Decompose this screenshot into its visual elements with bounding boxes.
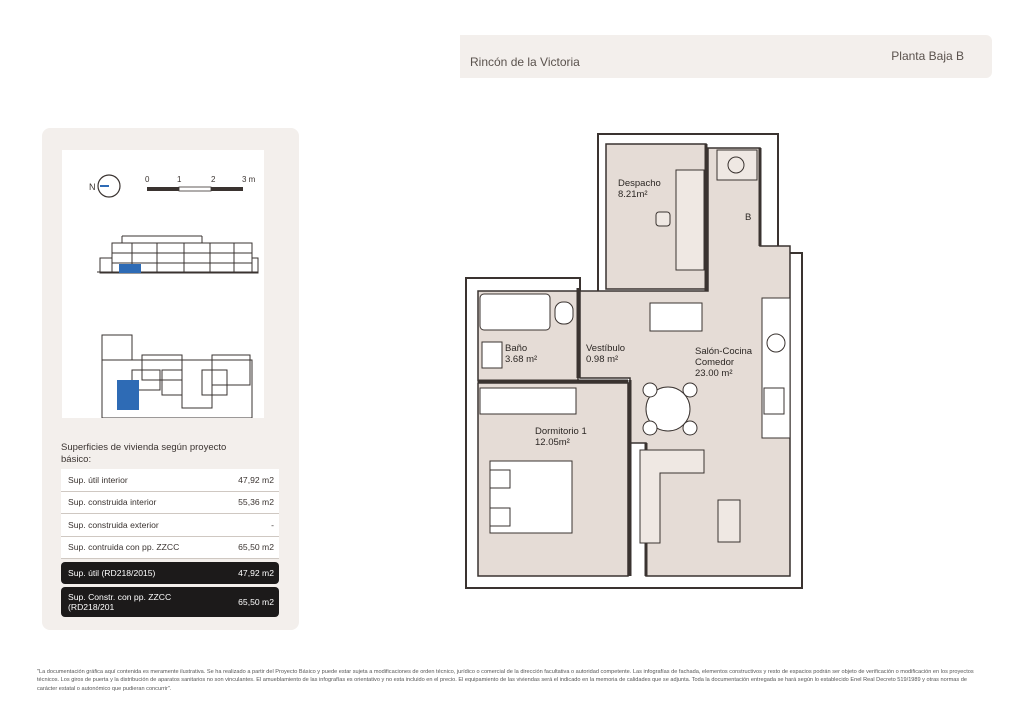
room-salon: Salón-Cocina Comedor 23.00 m² xyxy=(695,346,753,379)
compass-label: N xyxy=(89,182,96,192)
table-row xyxy=(61,537,279,560)
plant-name: Planta Baja B xyxy=(891,49,964,63)
row-label: Sup. construida exterior xyxy=(68,519,159,530)
table-row xyxy=(61,469,279,492)
row-value: 47,92 m2 xyxy=(238,474,274,485)
svg-text:2: 2 xyxy=(211,175,216,184)
row-value: 65,50 m2 xyxy=(238,596,274,607)
svg-text:3 m: 3 m xyxy=(242,175,256,184)
facade-diagram xyxy=(97,236,258,273)
room-vestibulo: Vestíbulo 0.98 m² xyxy=(586,343,626,365)
row-label: Sup. útil (RD218/2015) xyxy=(68,567,156,578)
row-label: Sup. construida interior xyxy=(68,497,157,508)
highlight-row xyxy=(61,562,279,584)
disclaimer: "La documentación gráfica aquí contenida es meramente ilustrativa. Se ha realizado a partir del Proyecto Básico y puede estar sujeta a modificaciones de orden técnico, jurídico o comercial de la dirección facultativa o autoridad competente. Las infografías de fachada, elementos constructivos y resto de espacios podrán ser objeto de verificación o modificación en los proyectos técnicos. Los giros de puerta y la distribución de aparatos sanitarios no son vinculantes. El amueblamiento de las infografías es orientativo y no esta incluido en el precio. El equipamiento de las viviendas será el indicado en la memoria de calidades que se adjunta. Toda la documentación entregada se hará según lo establecido Enel Real Decreto 519/1989 y otras normas de carácter estatal o autonómico que pudieran concurrir". xyxy=(37,669,974,692)
header-bar xyxy=(460,35,992,78)
row-label: Sup. Constr. con pp. ZZCC (RD218/201 xyxy=(68,591,172,612)
row-label: Sup. contruida con pp. ZZCC xyxy=(68,542,180,553)
legend-box xyxy=(62,150,264,418)
facade-highlight xyxy=(119,264,141,273)
row-value: - xyxy=(271,519,274,530)
room-despacho: Despacho 8.21m² xyxy=(618,178,661,200)
table-row xyxy=(61,514,279,537)
surfaces-title: Superficies de vivienda según proyecto básico: xyxy=(61,442,227,465)
row-value: 47,92 m2 xyxy=(238,567,274,578)
floor-plan xyxy=(460,128,810,598)
floor-key-diagram xyxy=(102,335,252,418)
row-value: 65,50 m2 xyxy=(238,542,274,553)
row-label: Sup. útil interior xyxy=(68,474,128,485)
surfaces-table xyxy=(61,469,279,617)
room-b-label: B xyxy=(745,212,752,223)
row-value: 55,36 m2 xyxy=(238,497,274,508)
scale-bar xyxy=(145,175,256,191)
room-dormitorio: Dormitorio 1 12.05m² xyxy=(535,426,587,448)
project-name: Rincón de la Victoria xyxy=(470,55,580,69)
table-row xyxy=(61,492,279,515)
info-panel xyxy=(42,128,299,630)
svg-text:1: 1 xyxy=(177,175,182,184)
key-plan xyxy=(62,150,264,418)
room-bano: Baño 3.68 m² xyxy=(505,343,538,365)
svg-text:0: 0 xyxy=(145,175,150,184)
plan-highlight xyxy=(117,380,139,410)
highlight-row xyxy=(61,587,279,617)
compass-icon xyxy=(89,175,120,197)
